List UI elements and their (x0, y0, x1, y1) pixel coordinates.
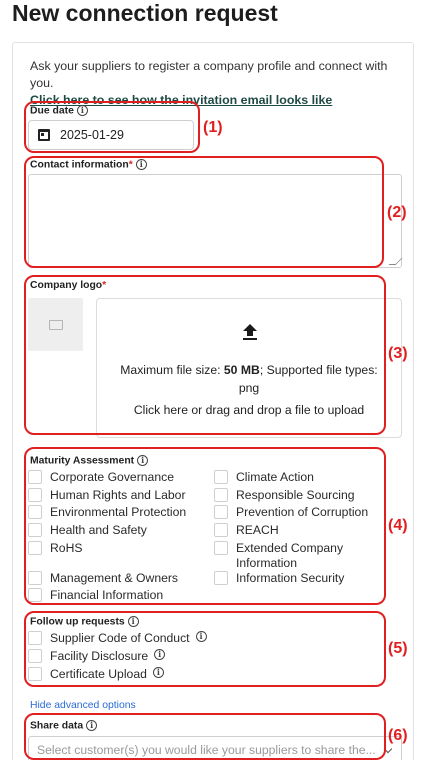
hide-advanced-options-link[interactable]: Hide advanced options (30, 700, 136, 711)
follow-up-option-label: Supplier Code of Conduct (50, 631, 190, 645)
share-data-label-text: Share data (30, 720, 84, 732)
info-icon[interactable]: i (128, 616, 139, 627)
file-size-value: 50 MB (223, 363, 260, 377)
maturity-option-label: Climate Action (236, 470, 314, 484)
info-icon[interactable]: i (77, 105, 88, 116)
invitation-email-preview-link[interactable]: Click here to see how the invitation email looks like (30, 93, 333, 107)
maturity-option-label: Corporate Governance (50, 470, 174, 484)
due-date-label-text: Due date (30, 105, 74, 117)
maturity-option-label: Human Rights and Labor (50, 488, 186, 502)
follow-up-option-label: Facility Disclosure (50, 649, 149, 663)
info-icon[interactable]: i (196, 631, 207, 642)
annotation-marker-3: (3) (388, 345, 408, 362)
info-icon[interactable]: i (137, 455, 148, 466)
annotation-box-3 (24, 275, 386, 435)
maturity-option-label: Management & Owners (50, 571, 179, 585)
annotation-marker-2: (2) (387, 204, 407, 221)
due-date-value: 2025-01-29 (60, 128, 124, 142)
required-mark: * (102, 280, 107, 291)
follow-up-label-text: Follow up requests (30, 616, 125, 628)
annotation-box-2 (24, 156, 384, 268)
annotation-marker-5: (5) (388, 640, 408, 657)
info-icon[interactable]: i (86, 720, 97, 731)
maturity-option-label: Financial Information (50, 588, 164, 602)
maturity-option-label: Responsible Sourcing (236, 488, 355, 502)
required-mark: * (128, 159, 133, 171)
file-types: ; Supported file types: png (238, 363, 378, 395)
annotation-marker-4: (4) (388, 517, 408, 534)
maturity-option-label: Environmental Protection (50, 505, 187, 519)
annotation-box-5 (24, 611, 386, 687)
annotation-box-4 (24, 447, 386, 605)
contact-label-text: Contact information (30, 159, 129, 171)
annotation-marker-1: (1) (203, 119, 223, 136)
company-logo-label-text: Company logo (30, 280, 103, 291)
follow-up-option-label: Certificate Upload (50, 667, 147, 681)
maturity-option-label: Health and Safety (50, 523, 147, 537)
info-icon[interactable]: i (154, 649, 165, 660)
upload-instruction: Click here or drag and drop a file to upload (133, 403, 365, 417)
page-title: New connection request (12, 0, 278, 26)
maturity-label-text: Maturity Assessment (30, 455, 135, 467)
maturity-option-label: Prevention of Corruption (236, 505, 369, 519)
annotation-box-6 (24, 713, 386, 760)
resize-handle-icon[interactable] (389, 258, 403, 265)
annotation-marker-6: (6) (388, 727, 408, 744)
info-icon[interactable]: i (136, 159, 147, 170)
maturity-option-label: Extended Company Information (236, 541, 344, 570)
maturity-option-label: REACH (236, 523, 279, 537)
share-data-placeholder: Select customer(s) you would like your suppliers to share the... (37, 743, 376, 757)
annotation-box-1 (24, 101, 200, 153)
maturity-option-label: Information Security (236, 571, 345, 585)
info-icon[interactable]: i (153, 667, 164, 678)
maturity-option-label: RoHS (50, 541, 83, 555)
intro-text: Ask your suppliers to register a company profile and connect with you. (30, 59, 388, 90)
file-size-prefix: Maximum file size: (120, 363, 224, 377)
